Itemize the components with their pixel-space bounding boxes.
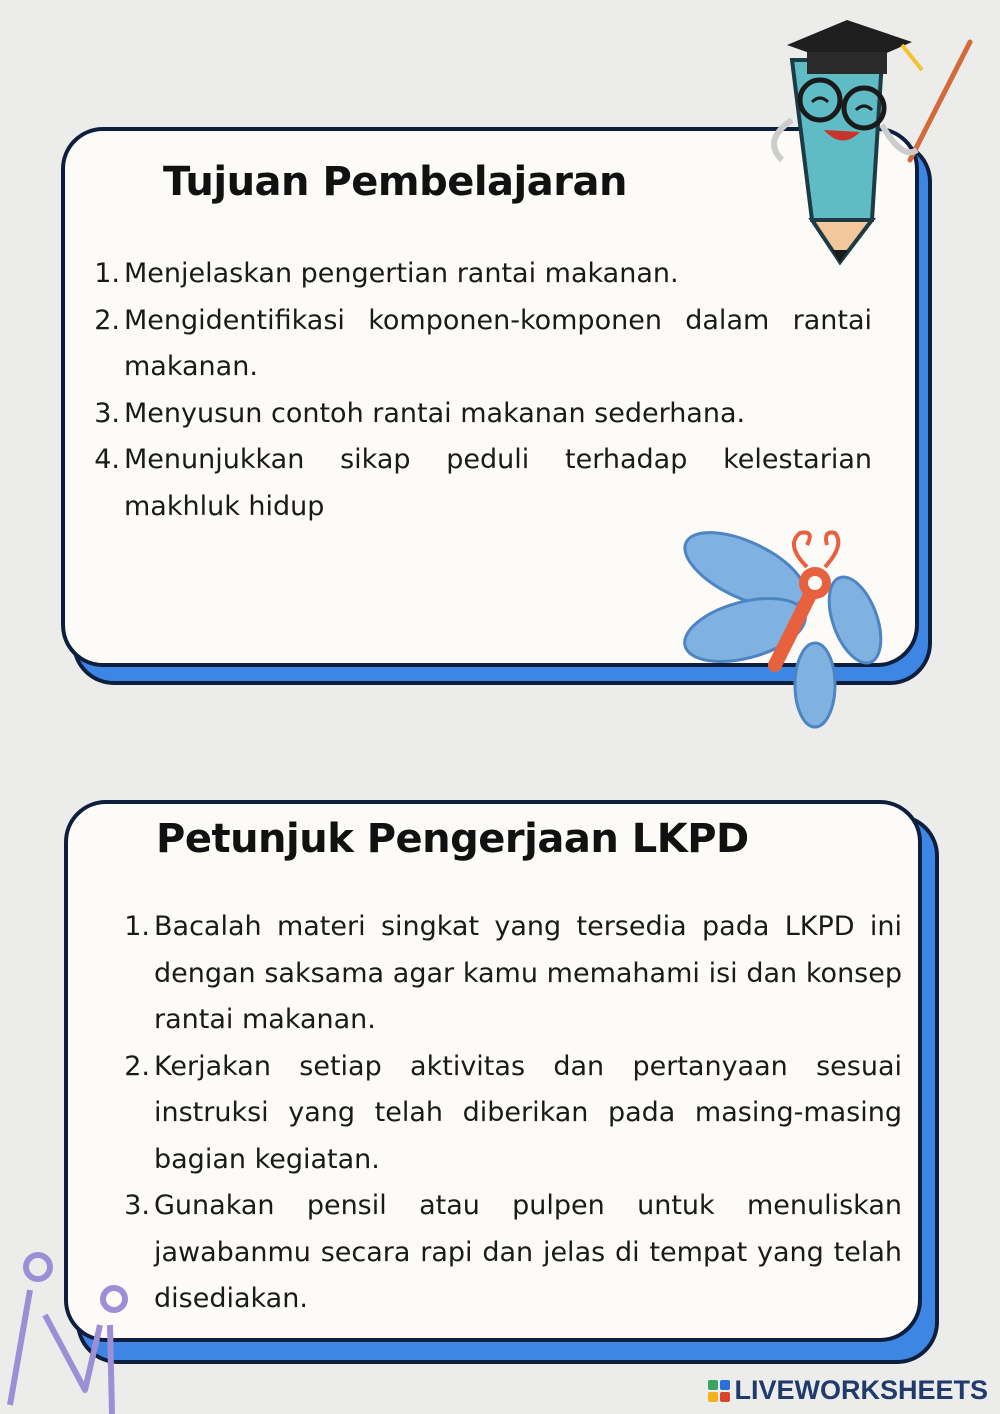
doodle-illustration xyxy=(0,1245,140,1414)
list-item: 2. Mengidentifikasi komponen-komponen dalam rantai makanan. xyxy=(94,304,872,382)
petunjuk-card xyxy=(64,800,922,1342)
list-item: 1. Bacalah materi singkat yang tersedia pada LKPD ini dengan saksama agar kamu memahami isi dan konsep rantai makanan. xyxy=(124,911,902,1035)
list-item: 3. Gunakan pensil atau pulpen untuk menuliskan jawabanmu secara rapi dan jelas di tempat yang telah disediakan. xyxy=(124,1190,902,1314)
list-item: 4. Menunjukkan sikap peduli terhadap kelestarian makhluk hidup xyxy=(94,444,872,522)
tujuan-title: Tujuan Pembelajaran xyxy=(163,159,627,205)
list-item: 1. Menjelaskan pengertian rantai makanan. xyxy=(94,258,679,289)
list-item: 3. Menyusun contoh rantai makanan sederhana. xyxy=(94,397,746,429)
petunjuk-title: Petunjuk Pengerjaan LKPD xyxy=(156,816,749,862)
tujuan-list xyxy=(94,251,872,530)
petunjuk-list xyxy=(124,904,902,1323)
liveworksheets-icon xyxy=(708,1380,730,1402)
list-item: 2. Kerjakan setiap aktivitas dan pertanyaan sesuai instruksi yang telah diberikan pada masing-masing bagian kegiatan. xyxy=(124,1050,902,1175)
liveworksheets-logo xyxy=(708,1375,988,1406)
dragonfly-illustration xyxy=(675,515,915,730)
brand-text: LIVEWORKSHEETS xyxy=(734,1375,988,1405)
pencil-mascot-illustration xyxy=(752,0,982,270)
